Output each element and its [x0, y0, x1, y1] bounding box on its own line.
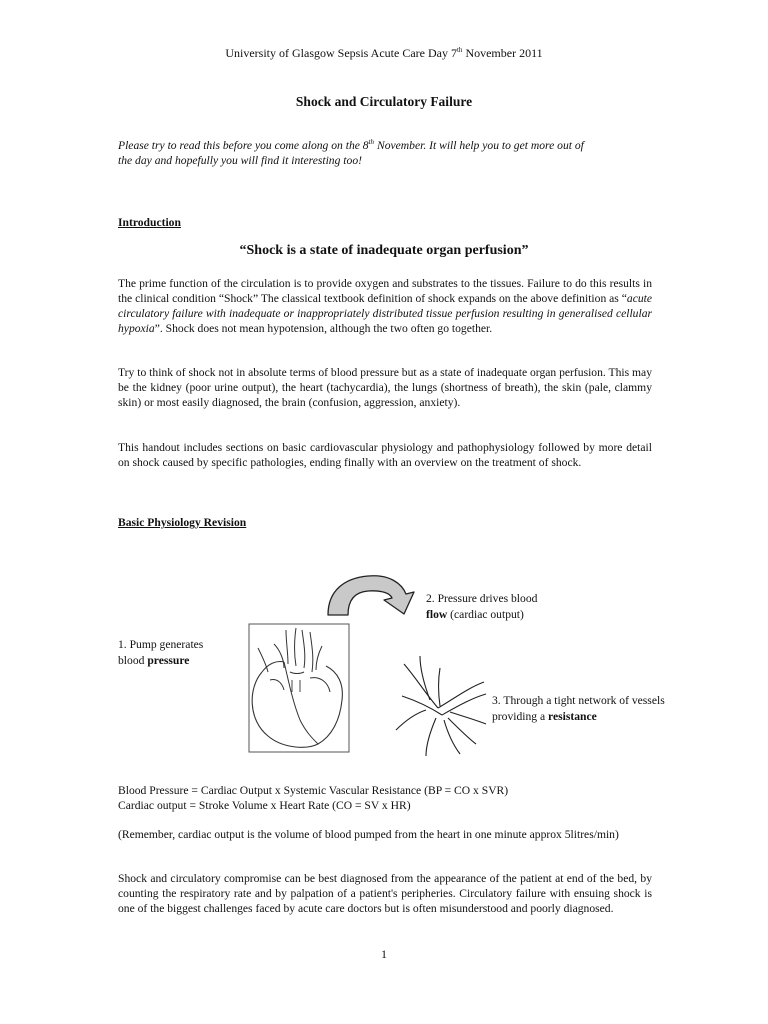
header-sup: th	[456, 46, 463, 54]
intro-note-sup: th	[368, 138, 375, 147]
label-flow	[426, 591, 537, 623]
label-resistance-line2	[492, 709, 665, 725]
label-pump-line1: 1. Pump generates	[118, 638, 204, 651]
intro-paragraph-1-definition: acute circulatory failure with inadequate or inappropriately distributed tissue perfusion resulting in generalised cellular hypoxia	[118, 292, 652, 335]
intro-paragraph-3: This handout includes sections on basic cardiovascular physiology and pathophysiology followed by more detail on shock caused by specific pathologies, ending finally with an overview on the treatment of shock.	[118, 441, 652, 469]
remember-note: (Remember, cardiac output is the volume of blood pumped from the heart in one minute approx 5litres/min)	[118, 828, 619, 841]
intro-note-line2: the day and hopefully you will find it interesting too!	[118, 154, 362, 167]
page-number: 1	[381, 947, 387, 961]
flow-arrow	[328, 576, 414, 615]
shock-definition-quote: “Shock is a state of inadequate organ perfusion”	[239, 243, 529, 258]
label-flow-line2	[426, 607, 537, 623]
intro-paragraph-2: Try to think of shock not in absolute terms of blood pressure but as a state of inadequate organ perfusion. This may be the kidney (poor urine output), the heart (tachycardia), the lungs (shortness of breath), the skin (pale, clammy skin) or most easily diagnosed, the brain (confusion, aggression, anxiety).	[118, 366, 652, 409]
heart-drawing	[249, 624, 349, 752]
page-title: Shock and Circulatory Failure	[295, 94, 473, 109]
running-header	[0, 46, 768, 61]
label-resistance-line1: 3. Through a tight network of vessels	[492, 694, 665, 707]
label-pump-line2	[118, 653, 203, 669]
intro-note-line1-before: Please try to read this before you come along on the 8	[118, 139, 369, 152]
label-flow-keyword: flow	[426, 608, 448, 621]
intro-paragraph-1	[118, 276, 652, 336]
label-pump-keyword: pressure	[147, 654, 190, 667]
header-text-before: University of Glasgow Sepsis Acute Care Day 7	[225, 46, 457, 60]
introduction-heading: Introduction	[118, 216, 181, 229]
label-resistance-line2-a: providing a	[492, 710, 549, 723]
formula-blood-pressure: Blood Pressure = Cardiac Output x Systemic Vascular Resistance (BP = CO x SVR)	[118, 784, 509, 797]
intro-note	[118, 138, 648, 168]
label-pump-line2-a: blood	[118, 654, 148, 667]
intro-paragraph-1-a: The prime function of the circulation is to provide oxygen and substrates to the tissues. Failure to do this results in the clinical condition “Shock” The classical textbook definition of shock expands on the above definition as “	[118, 277, 652, 305]
intro-paragraph-1-b: ”. Shock does not mean hypotension, although the two often go together.	[154, 322, 493, 335]
circulation-diagram	[0, 560, 768, 770]
header-text-after: November 2011	[462, 46, 543, 60]
basic-physiology-heading: Basic Physiology Revision	[118, 516, 247, 529]
intro-note-line1	[118, 138, 648, 153]
intro-note-line1-after: November. It will help you to get more out of	[374, 139, 584, 152]
label-resistance	[492, 693, 665, 725]
label-pump	[118, 637, 203, 669]
formula-cardiac-output: Cardiac output = Stroke Volume x Heart Rate (CO = SV x HR)	[118, 799, 411, 812]
final-paragraph: Shock and circulatory compromise can be best diagnosed from the appearance of the patient at end of the bed, by counting the respiratory rate and by palpation of a patient's peripheries. Circulatory failure with ensuing shock is one of the biggest challenges faced by acute care doctors but is often misunderstood and poorly diagnosed.	[118, 872, 652, 915]
label-flow-line1: 2. Pressure drives blood	[426, 592, 538, 605]
vessel-network	[396, 656, 486, 756]
label-resistance-keyword: resistance	[548, 710, 597, 723]
formula-block	[118, 783, 652, 813]
label-flow-line2-b: (cardiac output)	[447, 608, 524, 621]
